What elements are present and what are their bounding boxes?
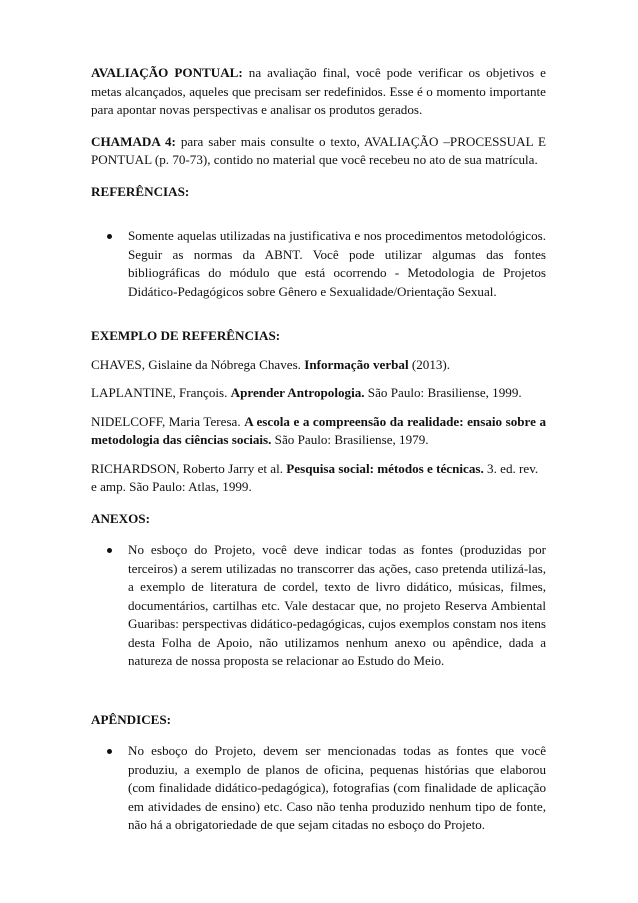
chamada-paragraph	[91, 133, 546, 170]
reference-title: Pesquisa social: métodos e técnicas.	[286, 460, 484, 476]
reference-details: 3. ed. rev. e amp. São Paulo: Atlas, 1999.	[91, 460, 539, 494]
exemplo-heading: EXEMPLO DE REFERÊNCIAS:	[91, 328, 281, 343]
list-item	[128, 742, 546, 835]
avaliacao-text: na avaliação final, você pode verificar os objetivos e metas alcançados, aqueles que precisam ser redefinidos. Esse é o momento importante para apontar novas perspectivas e analisar os produtos gerados.	[91, 65, 546, 117]
apendices-list	[91, 742, 546, 835]
reference-author: RICHARDSON, Roberto Jarry et al.	[91, 460, 287, 476]
reference-entry	[91, 356, 546, 375]
reference-entry	[91, 413, 546, 450]
bullet-icon	[107, 548, 112, 553]
reference-details: São Paulo: Brasiliense, 1999.	[364, 385, 522, 400]
reference-author: NIDELCOFF, Maria Teresa.	[91, 413, 245, 429]
reference-title: A escola e a compreensão da realidade: ensaio sobre a metodologia das ciências sociais.	[91, 413, 547, 447]
bullet-icon	[107, 749, 112, 754]
avaliacao-label: AVALIAÇÃO PONTUAL:	[91, 65, 243, 80]
avaliacao-paragraph	[91, 64, 546, 120]
reference-details: São Paulo: Brasiliense, 1979.	[271, 432, 429, 447]
list-item	[128, 541, 546, 671]
chamada-text: para saber mais consulte o texto, AVALIAÇÃO –PROCESSUAL E PONTUAL (p. 70-73), contido no material que você recebeu no ato de sua matrícula.	[91, 133, 547, 167]
anexos-list	[91, 541, 546, 671]
reference-author: CHAVES, Gislaine da Nóbrega Chaves.	[91, 356, 305, 372]
reference-details: (2013).	[408, 356, 451, 372]
bullet-icon	[107, 234, 112, 239]
reference-entry	[91, 384, 546, 403]
reference-entry	[91, 460, 546, 497]
chamada-label: CHAMADA 4:	[91, 133, 176, 149]
referencias-list	[91, 227, 546, 301]
anexos-heading: ANEXOS:	[91, 510, 150, 526]
apendices-bullet-text: No esboço do Projeto, devem ser mencionadas todas as fontes que você produziu, a exemplo de planos de oficina, pequenas histórias que elaborou (com finalidade didático-pedagógica), fotografias (com finalidade de aplicação em atividades de ensino) etc. Caso não tenha produzido nenhum tipo de fonte, não há a obrigatoriedade de que sejam citadas no esboço do Projeto.	[128, 743, 546, 832]
referencias-bullet-text: Somente aquelas utilizadas na justificativa e nos procedimentos metodológicos. Seguir as normas da ABNT. Você pode utilizar algumas das fontes bibliográficas do módulo que está ocorrendo - Metodologia de Projetos Didático-Pedagógicos sobre Gênero e Sexualidade/Orientação Sexual.	[128, 228, 546, 299]
apendices-heading: APÊNDICES:	[91, 711, 172, 727]
list-item	[128, 227, 546, 301]
anexos-bullet-text: No esboço do Projeto, você deve indicar todas as fontes (produzidas por terceiros) a serem utilizadas no transcorrer das ações, caso pretenda utilizá-las, a exemplo de literatura de cordel, texto de livro didático, músicas, filmes, documentários, cartilhas etc. Vale destacar que, no projeto Reserva Ambiental Guaribas: perspectivas didático-pedagógicas, cujos exemplos constam nos itens desta Folha de Apoio, não utilizamos nenhum anexo ou apêndice, dada a natureza de nossa proposta se relacionar ao Estudo do Meio.	[128, 542, 546, 668]
reference-author: LAPLANTINE, François.	[91, 385, 231, 400]
reference-title: Aprender Antropologia.	[230, 385, 365, 400]
referencias-heading: REFERÊNCIAS:	[91, 183, 190, 199]
reference-title: Informação verbal	[304, 356, 409, 372]
